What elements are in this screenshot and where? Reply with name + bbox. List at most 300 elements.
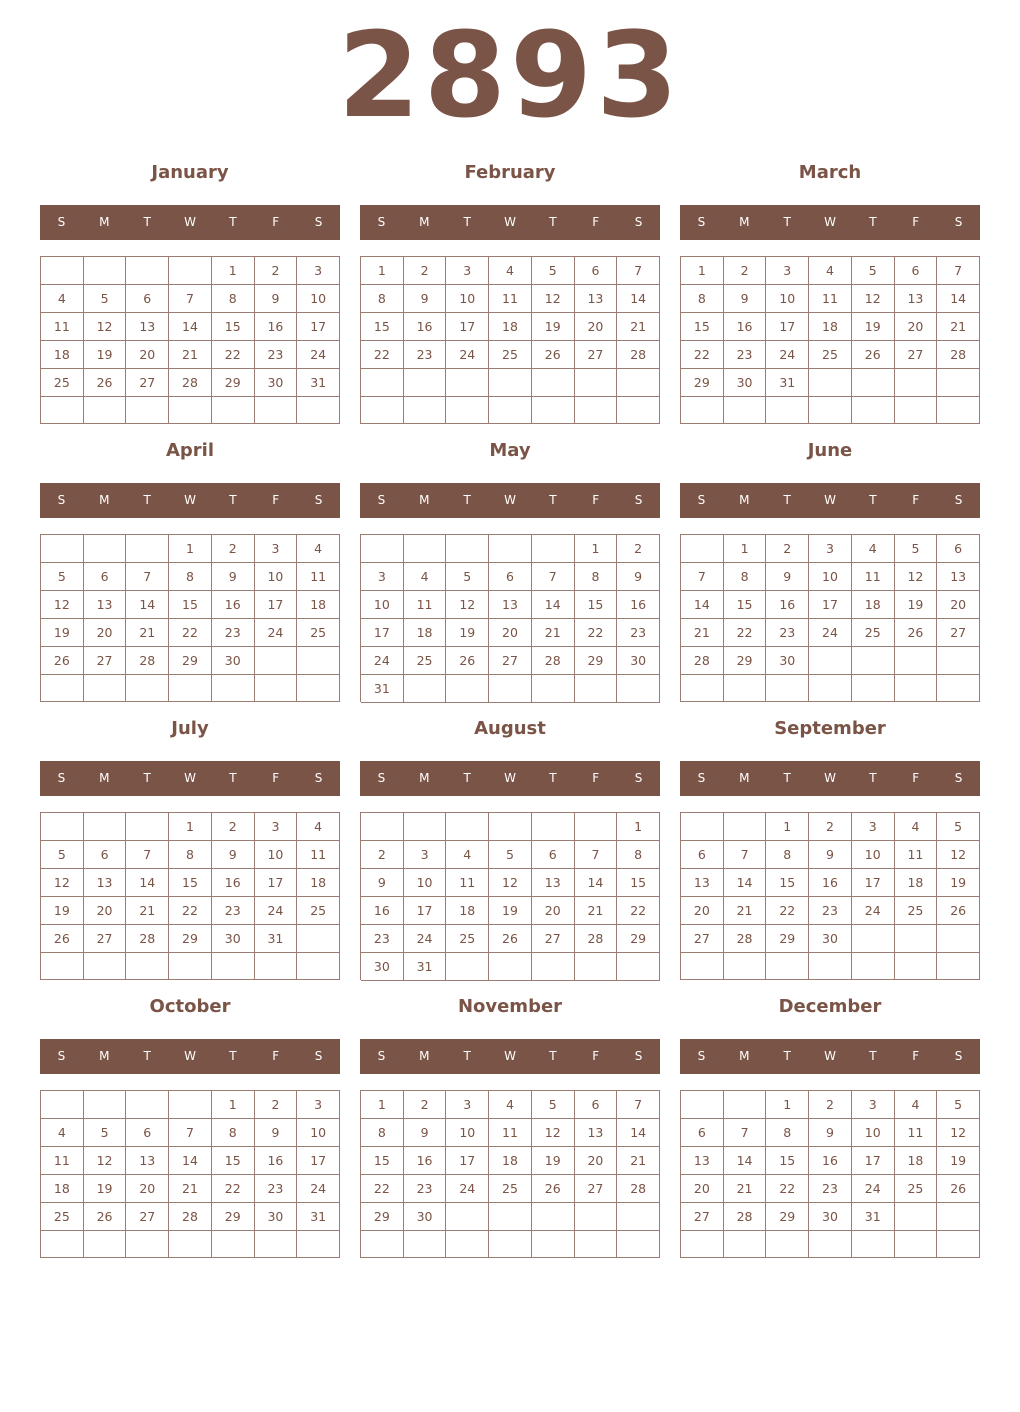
day-cell: 9: [361, 869, 404, 897]
day-cell: 29: [617, 925, 660, 953]
day-grid: [40, 256, 340, 424]
day-grid: [680, 534, 980, 702]
empty-day-cell: [404, 397, 447, 425]
month-february: [360, 158, 660, 428]
day-cell: 27: [895, 341, 938, 369]
day-cell: 27: [126, 1203, 169, 1231]
day-cell: 22: [617, 897, 660, 925]
day-cell: 23: [766, 619, 809, 647]
day-cell: 3: [852, 1091, 895, 1119]
empty-day-cell: [895, 925, 938, 953]
day-cell: 16: [724, 313, 767, 341]
day-cell: 15: [169, 591, 212, 619]
day-cell: 11: [404, 591, 447, 619]
day-cell: 8: [575, 563, 618, 591]
day-cell: 30: [361, 953, 404, 981]
day-cell: 15: [617, 869, 660, 897]
empty-day-cell: [617, 369, 660, 397]
day-cell: 1: [766, 1091, 809, 1119]
day-cell: 4: [446, 841, 489, 869]
month-july: [40, 714, 340, 984]
day-cell: 8: [766, 841, 809, 869]
day-cell: 15: [361, 313, 404, 341]
day-cell: 12: [532, 285, 575, 313]
weekday-header: [360, 483, 660, 518]
day-cell: 21: [169, 341, 212, 369]
day-cell: 14: [937, 285, 980, 313]
day-cell: 17: [852, 1147, 895, 1175]
day-cell: 17: [255, 869, 298, 897]
day-cell: 14: [169, 1147, 212, 1175]
day-cell: 5: [852, 257, 895, 285]
day-cell: 16: [255, 1147, 298, 1175]
day-cell: 30: [212, 925, 255, 953]
day-cell: 22: [212, 341, 255, 369]
day-cell: 1: [617, 813, 660, 841]
day-cell: 29: [724, 647, 767, 675]
day-cell: 8: [724, 563, 767, 591]
empty-day-cell: [575, 675, 618, 703]
day-cell: 17: [297, 313, 340, 341]
empty-day-cell: [126, 1091, 169, 1119]
day-cell: 20: [681, 897, 724, 925]
day-cell: 13: [937, 563, 980, 591]
day-cell: 21: [126, 619, 169, 647]
day-cell: 25: [489, 341, 532, 369]
day-cell: 10: [361, 591, 404, 619]
day-cell: 15: [169, 869, 212, 897]
day-cell: 9: [255, 285, 298, 313]
empty-day-cell: [84, 675, 127, 702]
month-name: November: [457, 996, 563, 1017]
empty-day-cell: [169, 1091, 212, 1119]
weekday-label: S: [377, 1049, 386, 1063]
empty-day-cell: [681, 397, 724, 424]
weekday-label: M: [99, 493, 110, 507]
day-cell: 8: [212, 285, 255, 313]
day-cell: 8: [169, 563, 212, 591]
empty-day-cell: [852, 1231, 895, 1258]
day-cell: 29: [575, 647, 618, 675]
empty-day-cell: [84, 953, 127, 980]
empty-day-cell: [126, 397, 169, 424]
empty-day-cell: [532, 1231, 575, 1258]
empty-day-cell: [169, 953, 212, 980]
weekday-label: W: [824, 771, 836, 785]
empty-day-cell: [937, 925, 980, 953]
day-cell: 11: [41, 1147, 84, 1175]
day-cell: 23: [404, 341, 447, 369]
weekday-label: T: [549, 771, 557, 785]
empty-day-cell: [446, 1203, 489, 1231]
day-cell: 13: [575, 1119, 618, 1147]
month-december: [680, 992, 980, 1262]
day-cell: 2: [809, 1091, 852, 1119]
empty-day-cell: [766, 1231, 809, 1258]
day-cell: 17: [809, 591, 852, 619]
empty-day-cell: [212, 1231, 255, 1258]
day-cell: 13: [489, 591, 532, 619]
weekday-label: F: [272, 1049, 280, 1063]
day-cell: 29: [681, 369, 724, 397]
day-cell: 27: [489, 647, 532, 675]
month-march: [680, 158, 980, 428]
weekday-label: M: [99, 215, 110, 229]
weekday-label: F: [912, 215, 920, 229]
month-name: September: [774, 718, 886, 739]
day-cell: 9: [809, 841, 852, 869]
day-cell: 2: [255, 1091, 298, 1119]
day-cell: 19: [937, 869, 980, 897]
empty-day-cell: [895, 1231, 938, 1258]
day-cell: 18: [895, 869, 938, 897]
day-cell: 22: [766, 1175, 809, 1203]
day-cell: 5: [895, 535, 938, 563]
empty-day-cell: [809, 369, 852, 397]
day-cell: 12: [84, 1147, 127, 1175]
month-name: March: [798, 162, 862, 183]
day-cell: 26: [532, 341, 575, 369]
day-cell: 2: [724, 257, 767, 285]
day-cell: 4: [489, 1091, 532, 1119]
day-cell: 21: [575, 897, 618, 925]
day-cell: 27: [681, 1203, 724, 1231]
day-cell: 3: [766, 257, 809, 285]
weekday-label: T: [549, 1049, 557, 1063]
month-name: October: [149, 996, 231, 1017]
day-cell: 24: [404, 925, 447, 953]
empty-day-cell: [446, 369, 489, 397]
weekday-label: S: [57, 493, 66, 507]
weekday-label: W: [184, 215, 196, 229]
empty-day-cell: [297, 647, 340, 675]
month-january: [40, 158, 340, 428]
day-cell: 2: [617, 535, 660, 563]
weekday-label: T: [143, 771, 151, 785]
weekday-label: M: [739, 493, 750, 507]
day-cell: 28: [575, 925, 618, 953]
empty-day-cell: [41, 813, 84, 841]
day-cell: 9: [809, 1119, 852, 1147]
day-cell: 28: [681, 647, 724, 675]
day-cell: 16: [617, 591, 660, 619]
day-cell: 4: [41, 1119, 84, 1147]
day-cell: 1: [169, 813, 212, 841]
day-cell: 26: [84, 369, 127, 397]
day-cell: 23: [255, 1175, 298, 1203]
weekday-label: S: [57, 1049, 66, 1063]
day-cell: 28: [724, 925, 767, 953]
day-cell: 1: [361, 1091, 404, 1119]
empty-day-cell: [575, 1203, 618, 1231]
empty-day-cell: [766, 397, 809, 424]
weekday-header: [360, 205, 660, 240]
day-cell: 6: [84, 841, 127, 869]
weekday-label: T: [463, 1049, 471, 1063]
day-cell: 12: [446, 591, 489, 619]
day-cell: 1: [681, 257, 724, 285]
empty-day-cell: [169, 257, 212, 285]
empty-day-cell: [895, 397, 938, 424]
day-cell: 1: [212, 257, 255, 285]
month-name: May: [489, 440, 531, 461]
day-cell: 14: [724, 869, 767, 897]
month-name: July: [171, 718, 209, 739]
day-cell: 19: [532, 313, 575, 341]
empty-day-cell: [895, 369, 938, 397]
day-cell: 8: [617, 841, 660, 869]
weekday-label: S: [314, 493, 323, 507]
empty-day-cell: [809, 953, 852, 980]
empty-day-cell: [41, 953, 84, 980]
day-cell: 16: [361, 897, 404, 925]
empty-day-cell: [297, 953, 340, 980]
day-cell: 22: [212, 1175, 255, 1203]
day-cell: 11: [41, 313, 84, 341]
empty-day-cell: [617, 1231, 660, 1258]
day-cell: 27: [84, 925, 127, 953]
empty-day-cell: [895, 953, 938, 980]
weekday-label: T: [783, 493, 791, 507]
empty-day-cell: [937, 1203, 980, 1231]
day-cell: 7: [169, 1119, 212, 1147]
empty-day-cell: [489, 1231, 532, 1258]
day-cell: 2: [766, 535, 809, 563]
weekday-label: W: [184, 493, 196, 507]
empty-day-cell: [126, 813, 169, 841]
empty-day-cell: [126, 953, 169, 980]
day-cell: 15: [361, 1147, 404, 1175]
month-name: August: [474, 718, 546, 739]
day-cell: 20: [895, 313, 938, 341]
weekday-label: S: [634, 1049, 643, 1063]
day-cell: 24: [809, 619, 852, 647]
day-cell: 25: [297, 897, 340, 925]
day-cell: 22: [361, 1175, 404, 1203]
month-may: [360, 436, 660, 706]
day-cell: 13: [681, 869, 724, 897]
day-cell: 28: [126, 647, 169, 675]
empty-day-cell: [532, 813, 575, 841]
day-cell: 21: [169, 1175, 212, 1203]
day-cell: 7: [126, 841, 169, 869]
day-cell: 5: [41, 841, 84, 869]
day-cell: 9: [404, 1119, 447, 1147]
empty-day-cell: [895, 1203, 938, 1231]
weekday-label: S: [954, 493, 963, 507]
day-cell: 11: [489, 1119, 532, 1147]
day-cell: 5: [532, 1091, 575, 1119]
empty-day-cell: [41, 1231, 84, 1258]
day-cell: 22: [361, 341, 404, 369]
day-cell: 26: [852, 341, 895, 369]
day-cell: 13: [126, 313, 169, 341]
day-cell: 5: [84, 1119, 127, 1147]
day-cell: 26: [446, 647, 489, 675]
day-cell: 5: [937, 1091, 980, 1119]
day-cell: 24: [446, 341, 489, 369]
empty-day-cell: [809, 1231, 852, 1258]
day-cell: 16: [766, 591, 809, 619]
empty-day-cell: [169, 675, 212, 702]
day-cell: 9: [724, 285, 767, 313]
day-cell: 25: [489, 1175, 532, 1203]
month-june: [680, 436, 980, 706]
empty-day-cell: [446, 813, 489, 841]
day-cell: 14: [126, 591, 169, 619]
month-name: December: [778, 996, 882, 1017]
day-cell: 31: [255, 925, 298, 953]
day-cell: 10: [297, 1119, 340, 1147]
day-cell: 19: [84, 1175, 127, 1203]
day-cell: 6: [532, 841, 575, 869]
day-cell: 29: [212, 369, 255, 397]
empty-day-cell: [404, 369, 447, 397]
day-cell: 27: [937, 619, 980, 647]
day-cell: 23: [212, 897, 255, 925]
day-cell: 4: [297, 535, 340, 563]
empty-day-cell: [724, 397, 767, 424]
empty-day-cell: [361, 813, 404, 841]
empty-day-cell: [212, 397, 255, 424]
day-cell: 18: [41, 1175, 84, 1203]
day-grid: [360, 1090, 660, 1258]
empty-day-cell: [937, 647, 980, 675]
empty-day-cell: [41, 257, 84, 285]
day-cell: 10: [766, 285, 809, 313]
weekday-label: F: [912, 493, 920, 507]
day-cell: 24: [852, 897, 895, 925]
empty-day-cell: [852, 397, 895, 424]
empty-day-cell: [446, 397, 489, 425]
day-cell: 11: [489, 285, 532, 313]
day-cell: 11: [809, 285, 852, 313]
day-cell: 28: [126, 925, 169, 953]
day-cell: 16: [212, 591, 255, 619]
day-cell: 7: [724, 1119, 767, 1147]
empty-day-cell: [489, 397, 532, 425]
day-cell: 9: [255, 1119, 298, 1147]
day-cell: 7: [126, 563, 169, 591]
day-cell: 8: [766, 1119, 809, 1147]
weekday-label: F: [592, 1049, 600, 1063]
weekday-label: S: [954, 215, 963, 229]
month-october: [40, 992, 340, 1262]
day-cell: 2: [212, 535, 255, 563]
day-cell: 24: [255, 619, 298, 647]
day-cell: 3: [404, 841, 447, 869]
empty-day-cell: [575, 1231, 618, 1258]
empty-day-cell: [84, 257, 127, 285]
day-cell: 26: [937, 1175, 980, 1203]
weekday-label: S: [954, 1049, 963, 1063]
day-cell: 21: [617, 313, 660, 341]
day-cell: 5: [532, 257, 575, 285]
day-cell: 17: [446, 313, 489, 341]
day-cell: 18: [852, 591, 895, 619]
day-cell: 23: [404, 1175, 447, 1203]
day-cell: 24: [297, 341, 340, 369]
day-cell: 1: [361, 257, 404, 285]
day-cell: 23: [617, 619, 660, 647]
empty-day-cell: [681, 1231, 724, 1258]
day-cell: 10: [852, 1119, 895, 1147]
day-cell: 7: [681, 563, 724, 591]
day-cell: 3: [446, 1091, 489, 1119]
weekday-header: [360, 761, 660, 796]
day-cell: 12: [41, 869, 84, 897]
day-cell: 27: [126, 369, 169, 397]
day-cell: 30: [809, 925, 852, 953]
weekday-label: F: [592, 493, 600, 507]
day-cell: 31: [361, 675, 404, 703]
weekday-label: S: [634, 771, 643, 785]
day-cell: 27: [575, 1175, 618, 1203]
day-cell: 22: [575, 619, 618, 647]
empty-day-cell: [361, 397, 404, 425]
day-cell: 26: [41, 925, 84, 953]
day-cell: 4: [852, 535, 895, 563]
day-cell: 6: [575, 1091, 618, 1119]
day-cell: 25: [41, 1203, 84, 1231]
weekday-label: T: [549, 215, 557, 229]
day-cell: 29: [169, 925, 212, 953]
weekday-label: W: [504, 771, 516, 785]
day-grid: [360, 812, 660, 980]
day-cell: 23: [255, 341, 298, 369]
empty-day-cell: [84, 535, 127, 563]
day-cell: 23: [809, 1175, 852, 1203]
weekday-header: [40, 483, 340, 518]
weekday-label: T: [229, 771, 237, 785]
day-cell: 4: [895, 1091, 938, 1119]
day-cell: 15: [766, 869, 809, 897]
day-grid: [360, 256, 660, 424]
day-cell: 16: [255, 313, 298, 341]
empty-day-cell: [212, 953, 255, 980]
weekday-header: [680, 483, 980, 518]
day-cell: 10: [852, 841, 895, 869]
empty-day-cell: [489, 953, 532, 981]
day-cell: 1: [212, 1091, 255, 1119]
day-cell: 28: [617, 341, 660, 369]
day-cell: 22: [724, 619, 767, 647]
day-cell: 28: [724, 1203, 767, 1231]
day-cell: 25: [895, 897, 938, 925]
day-cell: 6: [681, 841, 724, 869]
day-cell: 17: [852, 869, 895, 897]
month-name: June: [807, 440, 853, 461]
weekday-label: F: [272, 771, 280, 785]
empty-day-cell: [766, 953, 809, 980]
day-cell: 14: [617, 1119, 660, 1147]
day-cell: 6: [937, 535, 980, 563]
day-grid: [360, 534, 660, 702]
month-november: [360, 992, 660, 1262]
day-cell: 3: [297, 1091, 340, 1119]
day-cell: 19: [41, 897, 84, 925]
day-cell: 10: [446, 285, 489, 313]
day-cell: 26: [937, 897, 980, 925]
day-cell: 20: [84, 897, 127, 925]
empty-day-cell: [532, 397, 575, 425]
day-cell: 11: [297, 563, 340, 591]
day-cell: 19: [895, 591, 938, 619]
day-cell: 24: [255, 897, 298, 925]
day-cell: 2: [809, 813, 852, 841]
day-cell: 3: [255, 813, 298, 841]
day-grid: [40, 1090, 340, 1258]
